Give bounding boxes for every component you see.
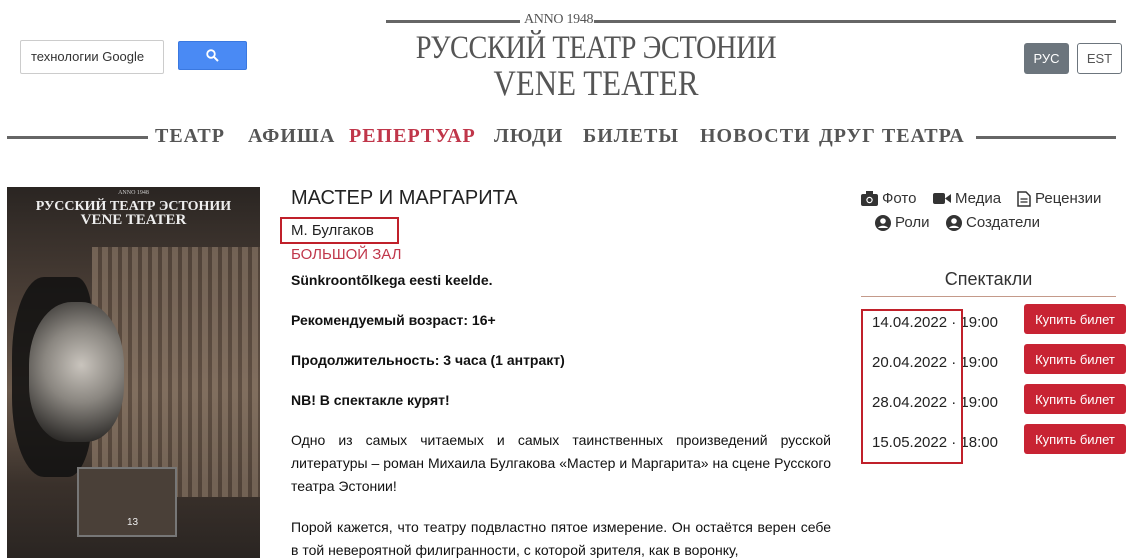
buy-ticket-button[interactable]: Купить билет bbox=[1024, 304, 1126, 334]
play-description-1: Одно из самых читаемых и самых таинственных произведений русской литературы – роман Михаила Булгакова «Мастер и Маргарита» на сцене Русского театра Эстонии! bbox=[291, 432, 831, 494]
play-author: М. Булгаков bbox=[291, 222, 374, 239]
buy-ticket-button[interactable]: Купить билет bbox=[1024, 344, 1126, 374]
nav-item-tickets[interactable]: БИЛЕТЫ bbox=[583, 125, 679, 147]
author-highlight-box bbox=[280, 217, 399, 244]
sync-translation-note: Sünkroontõlkega eesti keelde. bbox=[291, 272, 493, 288]
media-link[interactable] bbox=[933, 190, 1001, 207]
site-logo-ru[interactable]: РУССКИЙ ТЕАТР ЭСТОНИИ bbox=[415, 30, 777, 66]
site-logo-et[interactable]: VENE TEATER bbox=[493, 63, 699, 103]
show-date-3: 28.04.2022 · 19:00 bbox=[872, 394, 998, 411]
user-circle-icon bbox=[875, 215, 891, 231]
play-description-2: Порой кажется, что театру подвластно пятое измерение. Он остаётся верен себе в той невероятной филигранности, с которой зрителя, как в воронку, bbox=[291, 519, 831, 558]
shows-heading: Спектакли bbox=[944, 269, 1033, 289]
age-rating: Рекомендуемый возраст: 16+ bbox=[291, 312, 496, 328]
nav-item-repertoire[interactable]: РЕПЕРТУАР bbox=[349, 125, 476, 147]
video-camera-icon bbox=[933, 192, 951, 205]
lang-ru-button[interactable]: РУС bbox=[1024, 43, 1069, 74]
play-hall[interactable]: БОЛЬШОЙ ЗАЛ bbox=[291, 246, 402, 263]
search-button[interactable] bbox=[178, 41, 247, 70]
photo-link[interactable] bbox=[861, 190, 916, 207]
reviews-link[interactable] bbox=[1017, 190, 1101, 207]
nav-item-playbill[interactable]: АФИША bbox=[248, 125, 336, 147]
nav-item-theatre[interactable]: ТЕАТР bbox=[155, 125, 225, 147]
anno-label: ANNO 1948 bbox=[524, 12, 594, 27]
poster-title-ru: РУССКИЙ ТЕАТР ЭСТОНИИ bbox=[35, 199, 232, 214]
show-date-4: 15.05.2022 · 18:00 bbox=[872, 434, 998, 451]
lang-est-button[interactable]: EST bbox=[1077, 43, 1122, 74]
buy-ticket-button[interactable]: Купить билет bbox=[1024, 384, 1126, 414]
poster-title-et: VENE TEATER bbox=[80, 212, 187, 228]
poster-face bbox=[29, 302, 124, 442]
document-icon bbox=[1017, 191, 1031, 207]
poster-tram-number: 13 bbox=[127, 517, 139, 528]
media-link-label: Медиа bbox=[955, 190, 1002, 207]
poster-anno: ANNO 1948 bbox=[118, 190, 149, 196]
creators-link[interactable] bbox=[946, 214, 1040, 231]
show-date-1: 14.04.2022 · 19:00 bbox=[872, 314, 998, 331]
search-icon bbox=[206, 49, 219, 62]
camera-icon bbox=[861, 191, 878, 206]
play-poster bbox=[7, 187, 260, 558]
search-input[interactable]: технологии Google bbox=[20, 40, 164, 74]
roles-link-label: Роли bbox=[895, 214, 930, 231]
user-circle-icon bbox=[946, 215, 962, 231]
dates-highlight-box bbox=[861, 309, 963, 464]
show-date-2: 20.04.2022 · 19:00 bbox=[872, 354, 998, 371]
nav-item-news[interactable]: НОВОСТИ bbox=[700, 125, 811, 147]
photo-link-label: Фото bbox=[882, 190, 917, 207]
play-title: МАСТЕР И МАРГАРИТА bbox=[291, 187, 518, 209]
header-rule-right bbox=[586, 20, 1116, 23]
nav-rule-right bbox=[976, 136, 1116, 139]
shows-divider bbox=[861, 296, 1116, 297]
nav-rule-left bbox=[7, 136, 148, 139]
buy-ticket-button[interactable]: Купить билет bbox=[1024, 424, 1126, 454]
smoking-warning: NB! В спектакле курят! bbox=[291, 392, 450, 408]
nav-item-people[interactable]: ЛЮДИ bbox=[494, 125, 564, 147]
play-duration: Продолжительность: 3 часа (1 антракт) bbox=[291, 352, 565, 368]
reviews-link-label: Рецензии bbox=[1035, 190, 1102, 207]
header-rule-left bbox=[386, 20, 520, 23]
roles-link[interactable] bbox=[875, 214, 930, 231]
creators-link-label: Создатели bbox=[966, 214, 1040, 231]
nav-item-friend[interactable]: ДРУГ ТЕАТРА bbox=[819, 125, 965, 147]
